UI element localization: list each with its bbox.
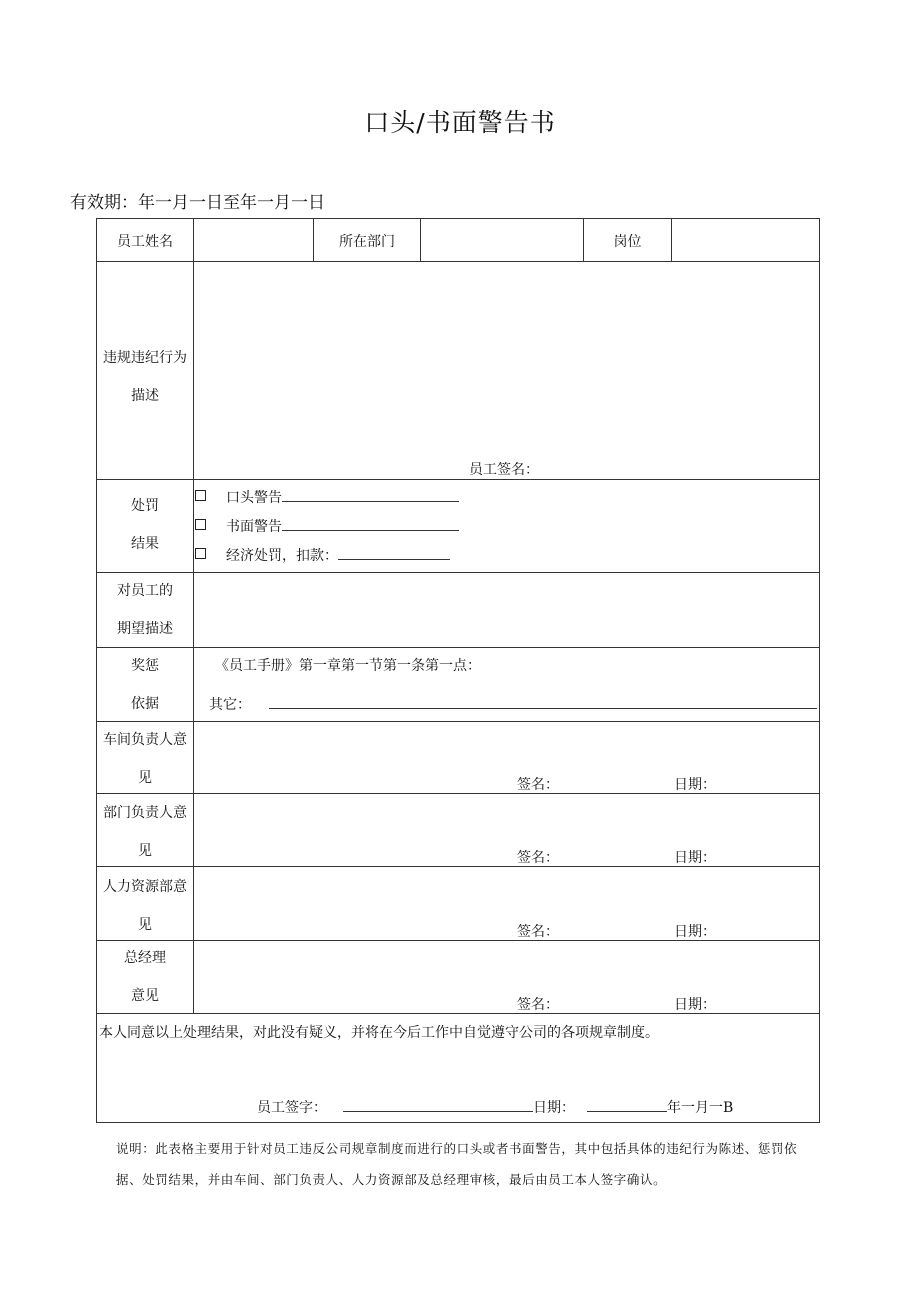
warning-form-table xyxy=(96,218,820,1123)
basis-other-row xyxy=(209,694,817,714)
penalty-option-written[interactable] xyxy=(195,513,459,542)
agreement-date-label: 日期： xyxy=(533,1100,575,1116)
department-date-label: 日期： xyxy=(674,850,716,866)
form-note: 说明：此表格主要用于针对员工违反公司规章制度而进行的口头或者书面警告，其中包括具体的违纪行为陈述、惩罚依据、处罚结果，并由车间、部门负责人、人力资源部及总经理审核，最后由员工本人签字确认。 xyxy=(116,1141,798,1187)
employee-name-field[interactable] xyxy=(194,219,312,261)
expectation-label xyxy=(97,572,193,648)
hr-opinion-label xyxy=(97,868,193,944)
handbook-reference: 《员工手册》第一章第一节第一条第一点： xyxy=(215,658,481,674)
position-label: 岗位 xyxy=(613,234,642,250)
employee-signature-label: 员工签字： xyxy=(257,1100,327,1116)
gm-date-label: 日期： xyxy=(674,997,716,1013)
basis-other-label: 其它： xyxy=(209,697,251,713)
penalty-options xyxy=(195,484,459,571)
gm-sign-label: 签名： xyxy=(517,997,559,1013)
basis-label xyxy=(97,647,193,723)
economic-penalty-label: 经济处罚，扣款： xyxy=(226,548,338,564)
row-divider xyxy=(97,721,819,722)
workshop-opinion-label xyxy=(97,721,193,797)
violation-description-field[interactable] xyxy=(194,262,820,479)
hr-sign-label: 签名： xyxy=(517,924,559,940)
penalty-label-line1: 处罚 xyxy=(131,498,159,514)
agreement-date-blank[interactable] xyxy=(587,1098,667,1112)
basis-label-line1: 奖惩 xyxy=(131,658,159,674)
violation-label-line2: 描述 xyxy=(131,388,159,404)
employee-name-label: 员工姓名 xyxy=(117,234,173,250)
row-divider xyxy=(97,479,819,480)
gm-opinion-line1: 总经理 xyxy=(124,950,166,966)
violation-employee-signature-label: 员工签名： xyxy=(469,462,539,478)
penalty-label xyxy=(97,487,193,563)
gm-opinion-label xyxy=(97,939,193,1015)
department-opinion-label xyxy=(97,794,193,870)
hr-date-label: 日期： xyxy=(674,924,716,940)
basis-other-blank[interactable] xyxy=(269,695,817,709)
deduction-amount-blank[interactable] xyxy=(338,546,450,560)
basis-label-line2: 依据 xyxy=(131,696,159,712)
department-sign-label: 签名： xyxy=(517,850,559,866)
penalty-option-fine[interactable] xyxy=(195,542,459,571)
agreement-statement: 本人同意以上处理结果，对此没有疑义，并将在今后工作中自觉遵守公司的各项规章制度。 xyxy=(99,1025,659,1041)
expectation-field[interactable] xyxy=(194,573,820,647)
workshop-opinion-line1: 车间负责人意 xyxy=(103,732,187,748)
validity-period: 有效期：年一月一日至年一月一日 xyxy=(70,193,325,213)
gm-opinion-line2: 意见 xyxy=(131,988,159,1004)
position-field[interactable] xyxy=(672,219,820,261)
row-divider xyxy=(97,647,819,648)
checkbox-verbal-warning[interactable] xyxy=(195,490,206,501)
agreement-date-suffix: 年一月一B xyxy=(667,1100,734,1116)
hr-opinion-line2: 见 xyxy=(138,917,152,933)
department-field[interactable] xyxy=(421,219,582,261)
checkbox-written-warning[interactable] xyxy=(195,519,206,530)
agreement-signature-row xyxy=(257,1097,733,1117)
department-label: 所在部门 xyxy=(339,234,395,250)
written-warning-label: 书面警告 xyxy=(226,519,282,535)
written-warning-blank[interactable] xyxy=(282,517,459,531)
verbal-warning-blank[interactable] xyxy=(282,488,459,502)
expectation-label-line1: 对员工的 xyxy=(117,583,173,599)
expectation-label-line2: 期望描述 xyxy=(117,621,173,637)
department-opinion-line1: 部门负责人意 xyxy=(103,805,187,821)
department-opinion-line2: 见 xyxy=(138,843,152,859)
hr-opinion-line1: 人力资源部意 xyxy=(103,879,187,895)
penalty-label-line2: 结果 xyxy=(131,536,159,552)
workshop-date-label: 日期： xyxy=(674,777,716,793)
workshop-sign-label: 签名： xyxy=(517,777,559,793)
workshop-opinion-line2: 见 xyxy=(138,770,152,786)
document-title: 口头/书面警告书 xyxy=(364,108,556,137)
penalty-option-verbal[interactable] xyxy=(195,484,459,513)
violation-label-line1: 违规违纪行为 xyxy=(103,350,187,366)
violation-label xyxy=(97,339,193,415)
employee-signature-blank[interactable] xyxy=(343,1098,533,1112)
verbal-warning-label: 口头警告 xyxy=(226,490,282,506)
checkbox-economic-penalty[interactable] xyxy=(195,548,206,559)
